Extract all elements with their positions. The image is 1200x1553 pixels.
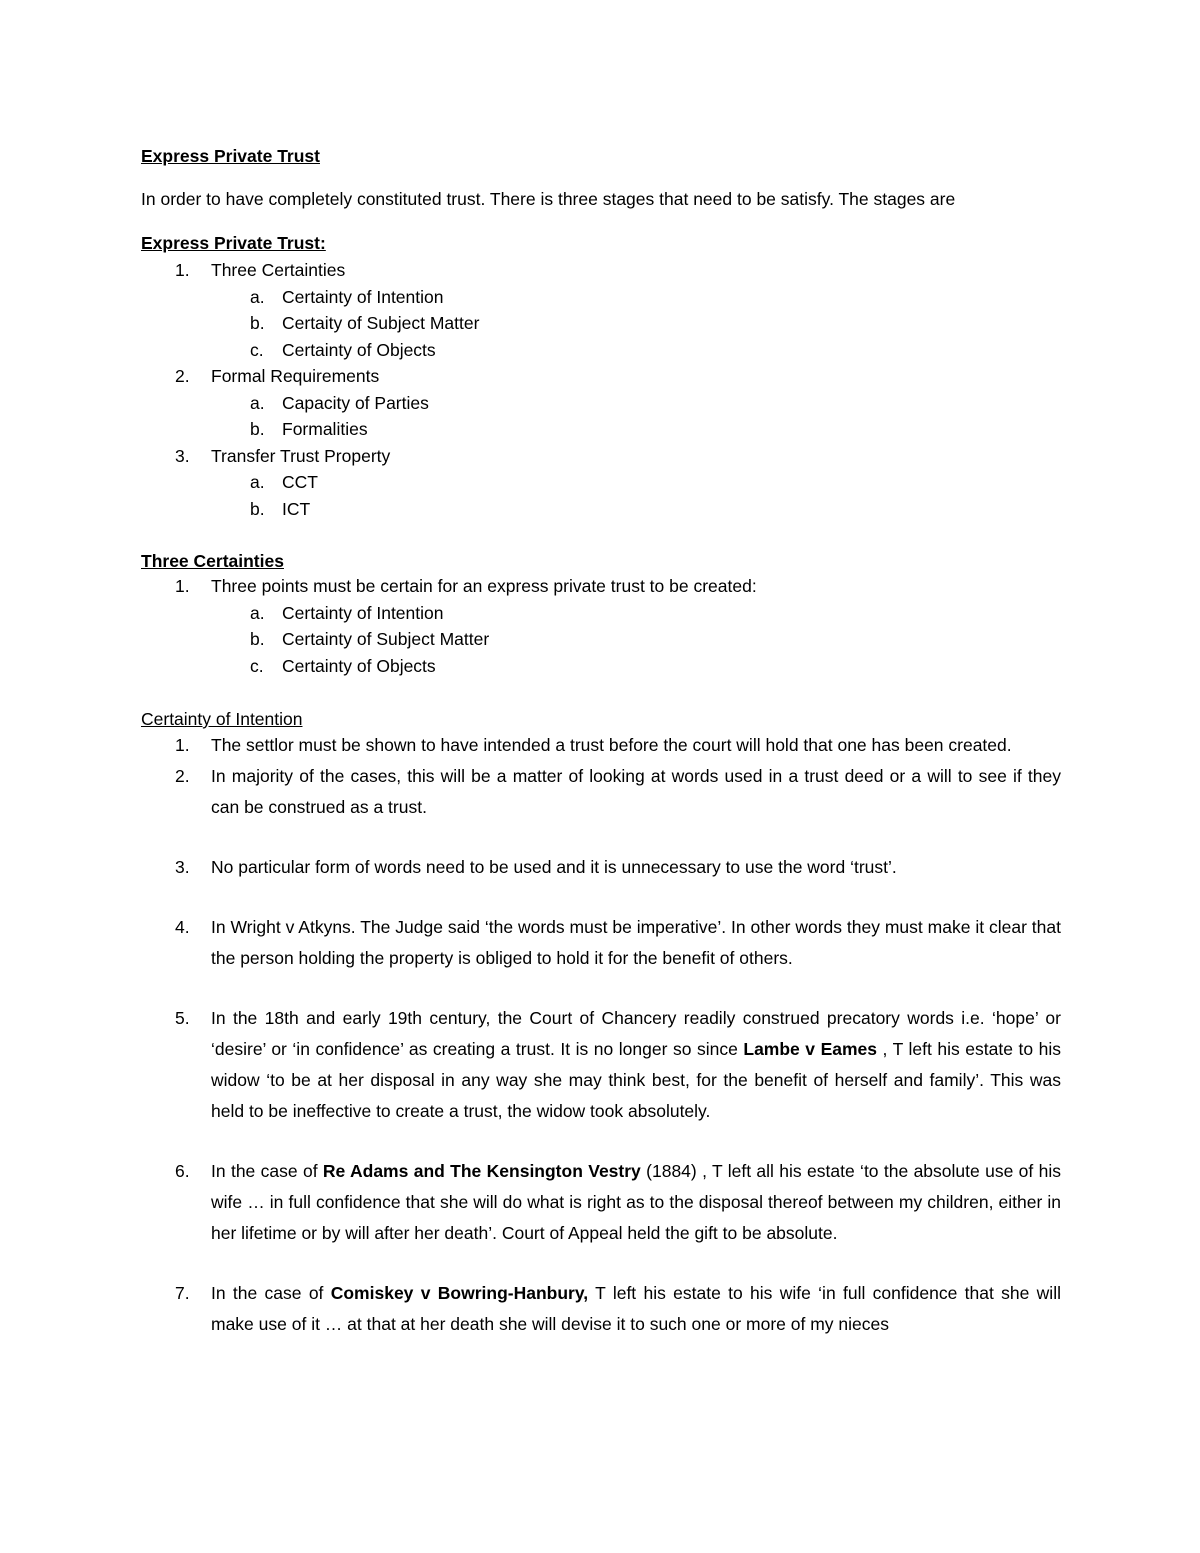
- overview-list: [141, 257, 1061, 522]
- sub-list-letter: a.: [250, 392, 265, 413]
- sub-list-letter: a.: [250, 472, 265, 492]
- sub-list-item-text: Certainty of Objects: [282, 339, 436, 360]
- list-item-text-after: (1884) , T left all his estate ‘to the absolute use of his wife … in full confidence that she will do what is right as to the disposal thereof between my children, either in her lifetime or by will after her death’. Court of Appeal held the gift to be absolute.: [211, 1161, 1061, 1243]
- list-item-text-before: In the 18th and early 19th century, the Court of Chancery readily construed precatory words i.e. ‘hope’ or ‘desire’ or ‘in confidence’ as creating a trust. It is no longer so since: [211, 1008, 1061, 1059]
- list-number: 2.: [175, 766, 190, 786]
- list-item: [141, 257, 1061, 363]
- sub-list-item-text: Capacity of Parties: [282, 392, 429, 413]
- list-item-text: No particular form of words need to be used and it is unnecessary to use the word ‘trust’.: [211, 857, 897, 877]
- sub-list-letter: c.: [250, 339, 264, 360]
- list-item-text-before: In the case of: [211, 1161, 323, 1181]
- sub-list-item-text: Certainty of Intention: [282, 286, 444, 307]
- sub-list-item: [211, 284, 1061, 311]
- list-item: [141, 1278, 1061, 1340]
- sub-list-item: [211, 653, 1061, 680]
- sub-list-item: [211, 416, 1061, 443]
- sub-list-letter: b.: [250, 629, 265, 649]
- sub-list-item: [211, 310, 1061, 337]
- sub-list-letter: b.: [250, 419, 265, 439]
- sub-list-item-text: Certaity of Subject Matter: [282, 313, 480, 333]
- three-certainties-list: [141, 573, 1061, 679]
- list-item: [141, 443, 1061, 523]
- three-certainties-heading: Three Certainties: [141, 551, 284, 571]
- sub-list-item: [211, 337, 1061, 364]
- sub-list-item-text: Formalities: [282, 419, 368, 439]
- list-item: [141, 1003, 1061, 1127]
- list-number: 2.: [175, 366, 190, 386]
- list-item: [141, 730, 1061, 761]
- sub-list-item-text: Certainty of Intention: [282, 602, 444, 623]
- list-number: 3.: [175, 857, 190, 877]
- sub-list-item-text: Certainty of Subject Matter: [282, 629, 490, 649]
- certainty-of-intention-heading: Certainty of Intention: [141, 709, 303, 729]
- case-name: Re Adams and The Kensington Vestry: [322, 1161, 641, 1181]
- sub-list-item-text: CCT: [282, 472, 318, 492]
- sub-list: [211, 284, 1061, 364]
- list-item-text: Three points must be certain for an express private trust to be created:: [211, 576, 757, 596]
- case-name: Lambe v Eames: [743, 1039, 878, 1059]
- sub-list-letter: c.: [250, 655, 264, 676]
- sub-list-item: [211, 469, 1061, 496]
- list-item-text: In majority of the cases, this will be a matter of looking at words used in a trust deed or a will to see if they can be construed as a trust.: [211, 766, 1061, 817]
- sub-list-letter: a.: [250, 286, 265, 307]
- intro-paragraph: In order to have completely constituted trust. There is three stages that need to be satisfy. The stages are: [141, 189, 956, 209]
- sub-list-item: [211, 496, 1061, 523]
- list-item-text: Formal Requirements: [211, 366, 380, 386]
- sub-list-letter: a.: [250, 602, 265, 623]
- sub-list-item-text: ICT: [282, 498, 311, 519]
- list-number: 4.: [175, 917, 190, 937]
- sub-list-item: [211, 626, 1061, 653]
- page-title: Express Private Trust: [141, 146, 320, 166]
- list-number: 1.: [175, 260, 190, 280]
- list-item-text-after: , T left his estate to his widow ‘to be at her disposal in any way she may think best, for the benefit of herself and family’. This was held to be ineffective to create a trust, the widow took absolutely.: [211, 1039, 1062, 1121]
- sub-list: [211, 600, 1061, 680]
- list-number: 6.: [175, 1161, 190, 1181]
- list-item-text-after: T left his estate to his wife ‘in full confidence that she will make use of it … at that at her death she will devise it to such one or more of my nieces: [211, 1283, 1061, 1334]
- sub-list-item: [211, 600, 1061, 627]
- list-item: [141, 363, 1061, 443]
- list-number: 5.: [175, 1008, 190, 1028]
- list-item-text-before: In the case of: [211, 1283, 331, 1303]
- sub-list-item-text: Certainty of Objects: [282, 655, 436, 676]
- sub-list: [211, 390, 1061, 443]
- sub-list-letter: b.: [250, 498, 265, 519]
- list-item: [141, 1156, 1061, 1249]
- list-item-text: The settlor must be shown to have intended a trust before the court will hold that one has been created.: [211, 735, 1012, 755]
- sub-list-letter: b.: [250, 313, 265, 333]
- sub-list-item: [211, 390, 1061, 417]
- case-name: Comiskey v Bowring-Hanbury,: [330, 1283, 589, 1303]
- list-item: [141, 573, 1061, 679]
- overview-heading: Express Private Trust:: [141, 233, 326, 253]
- certainty-of-intention-list: [141, 730, 1061, 1340]
- list-number: 1.: [175, 576, 190, 596]
- list-item-text: In Wright v Atkyns. The Judge said ‘the words must be imperative’. In other words they must make it clear that the person holding the property is obliged to hold it for the benefit of others.: [211, 917, 1061, 968]
- list-item: [141, 761, 1061, 823]
- sub-list: [211, 469, 1061, 522]
- list-number: 1.: [175, 735, 190, 755]
- list-item-text: Three Certainties: [211, 260, 346, 280]
- list-item-text: Transfer Trust Property: [211, 445, 391, 466]
- list-item: [141, 852, 1061, 883]
- list-number: 7.: [175, 1283, 190, 1303]
- list-item: [141, 912, 1061, 974]
- list-number: 3.: [175, 445, 190, 466]
